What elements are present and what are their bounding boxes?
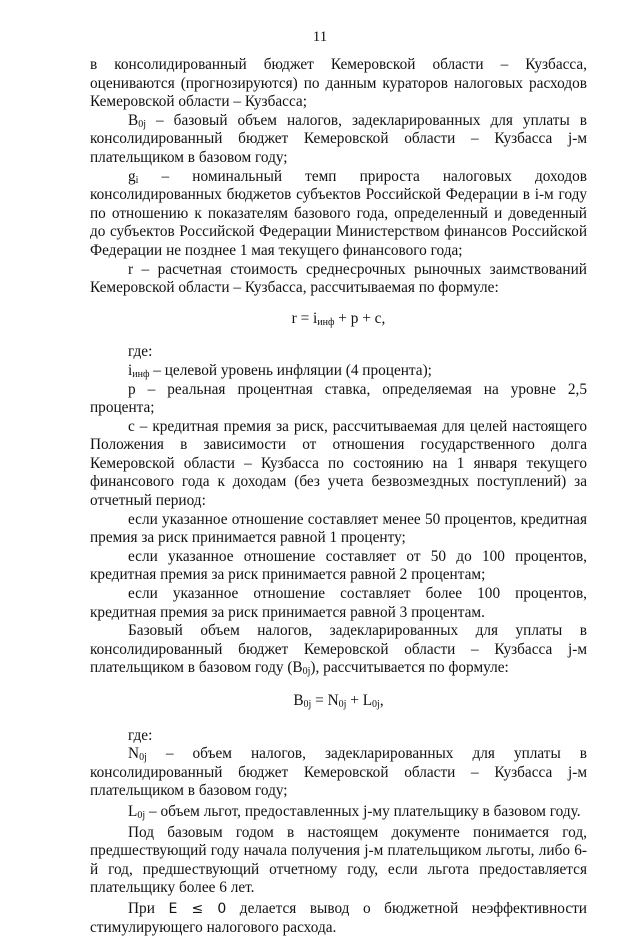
symbol-n: N (128, 745, 140, 763)
where-label: где: (128, 726, 153, 744)
definition-text: – номинальный темп прироста налоговых доходов консолидированных бюджетов субъектов Российской Федерации в i-м году по отношению к показателям базового года, определенный и доведенный до субъектов Российской Федерации Министерством финансов Российской Федерации не позднее 1 мая текущего финансового года; (90, 167, 587, 259)
subscript-0j: 0j (139, 752, 147, 764)
document-body (90, 56, 587, 937)
subscript-0j: 0j (137, 809, 146, 821)
definition-r: r – расчетная стоимость среднесрочных рыночных заимствований Кемеровской области – Кузбасса, рассчитываемая по формуле: (90, 260, 587, 297)
definition-text: – объем льгот, предоставленных j-му плательщику в базовом году. (145, 802, 581, 820)
formula-part: + L (346, 692, 373, 709)
formula-part: B (293, 692, 304, 709)
definition-p: p – реальная процентная ставка, определяемая на уровне 2,5 процента; (90, 380, 587, 417)
definition-n0j (90, 745, 587, 801)
where-label: где: (128, 343, 153, 361)
formula-subscript: инф (317, 316, 335, 328)
definition-iinf (90, 362, 587, 381)
subscript-0j: 0j (138, 118, 146, 130)
symbol-b: B (128, 111, 139, 129)
formula-subscript: 0j (338, 699, 347, 710)
subscript-i: i (135, 174, 139, 186)
base-volume-paragraph (90, 622, 587, 678)
inequality-formula: E ≤ 0 (168, 900, 227, 917)
page-number: 11 (312, 29, 328, 45)
formula-subscript: 0j (372, 699, 380, 710)
symbol-l: L (128, 802, 138, 820)
definition-l0j (90, 803, 587, 822)
symbol-i: i (128, 361, 133, 379)
subscript-inf: инф (132, 368, 150, 380)
condition-1: если указанное отношение составляет менее 50 процентов, кредитная премия за риск принимается равной 1 проценту; (90, 510, 587, 547)
definition-text: – целевой уровень инфляции (4 процента); (149, 361, 432, 379)
text-part: Базовый объем налогов, задекларированных для уплаты в консолидированный бюджет Кемеровской области – Кузбасса j-м плательщиком в базовом году (B (90, 622, 587, 677)
subscript-0j: 0j (302, 666, 311, 678)
text-part: ), рассчитывается по формуле: (310, 659, 509, 677)
formula-subscript: 0j (303, 699, 312, 710)
definition-gi (90, 168, 587, 261)
text-part: делается вывод о бюджетной неэффективности стимулирующего налогового расхода. (90, 899, 587, 936)
text-part: При (128, 899, 169, 917)
formula-part: = N (311, 692, 339, 709)
base-year-definition: Под базовым годом в настоящем документе понимается год, предшествующий году начала получения j-м плательщиком льготы, либо 6-й год, предшествующий отчетному году, если льгота предоставляется плательщику более 6 лет. (90, 823, 587, 897)
definition-text: – объем налогов, задекларированных для уплаты в консолидированный бюджет Кемеровской области – Кузбасса j-м плательщиком в базовом году; (90, 745, 587, 800)
definition-text: – базовый объем налогов, задекларированных для уплаты в консолидированный бюджет Кемеровской области – Кузбасса j-м плательщиком в базовом году; (90, 111, 587, 166)
formula-part: , (379, 692, 384, 709)
formula-part: + p + c, (334, 309, 386, 327)
conclusion-paragraph (90, 900, 587, 937)
formula-part: r = i (291, 309, 318, 327)
definition-b0j (90, 112, 587, 168)
condition-2: если указанное отношение составляет от 50 до 100 процентов, кредитная премия за риск принимается равной 2 процентам; (90, 547, 587, 584)
formula-r (90, 310, 587, 329)
definition-c: c – кредитная премия за риск, рассчитываемая для целей настоящего Положения в зависимости от отношения государственного долга Кемеровской области – Кузбасса по состоянию на 1 января текущего финансового года к доходам (без учета безвозмездных поступлений) за отчетный период: (90, 417, 587, 510)
formula-b0j (90, 692, 587, 711)
paragraph-1: в консолидированный бюджет Кемеровской области – Кузбасса, оцениваются (прогнозируются) по данным кураторов налоговых расходов Кемеровской области – Кузбасса; (90, 56, 587, 111)
condition-3: если указанное отношение составляет более 100 процентов, кредитная премия за риск принимается равной 3 процентам. (90, 585, 587, 621)
symbol-g: g (128, 167, 136, 185)
